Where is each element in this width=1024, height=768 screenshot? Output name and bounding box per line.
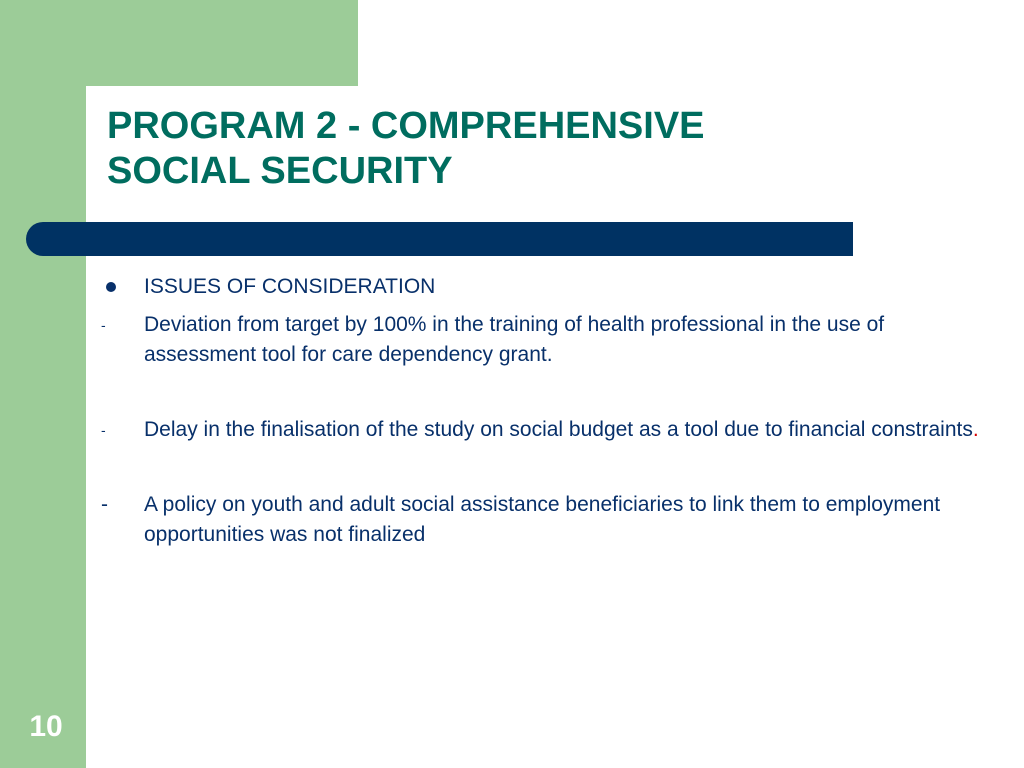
bullet-icon (106, 282, 116, 292)
issue-text-1: Deviation from target by 100% in the training of health professional in the use of assessment tool for care dependency grant. (144, 313, 885, 366)
issue-item-1 (101, 310, 981, 370)
slide-title (107, 104, 887, 194)
left-green-border (0, 0, 86, 768)
title-divider-bar (26, 222, 853, 256)
slide-content (101, 272, 981, 550)
issues-heading: ISSUES OF CONSIDERATION (144, 275, 436, 298)
issue-text-2-trailing-punctuation: . (972, 418, 979, 441)
issue-text-2-wrapper (144, 415, 981, 445)
issue-item-3 (101, 490, 981, 550)
dash-marker-1: - (101, 317, 106, 333)
issue-item-2 (101, 415, 981, 445)
dash-marker-3: - (101, 493, 108, 516)
title-line-1: PROGRAM 2 - COMPREHENSIVE (107, 105, 705, 147)
page-number: 10 (29, 710, 63, 743)
issue-text-3: A policy on youth and adult social assistance beneficiaries to link them to employment opportunities was not finalized (144, 493, 941, 546)
issues-heading-item (101, 272, 981, 302)
dash-marker-2: - (101, 422, 106, 438)
top-green-border (0, 0, 358, 86)
issue-text-2: Delay in the finalisation of the study on social budget as a tool due to financial constraints (144, 418, 973, 441)
title-line-2: SOCIAL SECURITY (107, 150, 453, 192)
